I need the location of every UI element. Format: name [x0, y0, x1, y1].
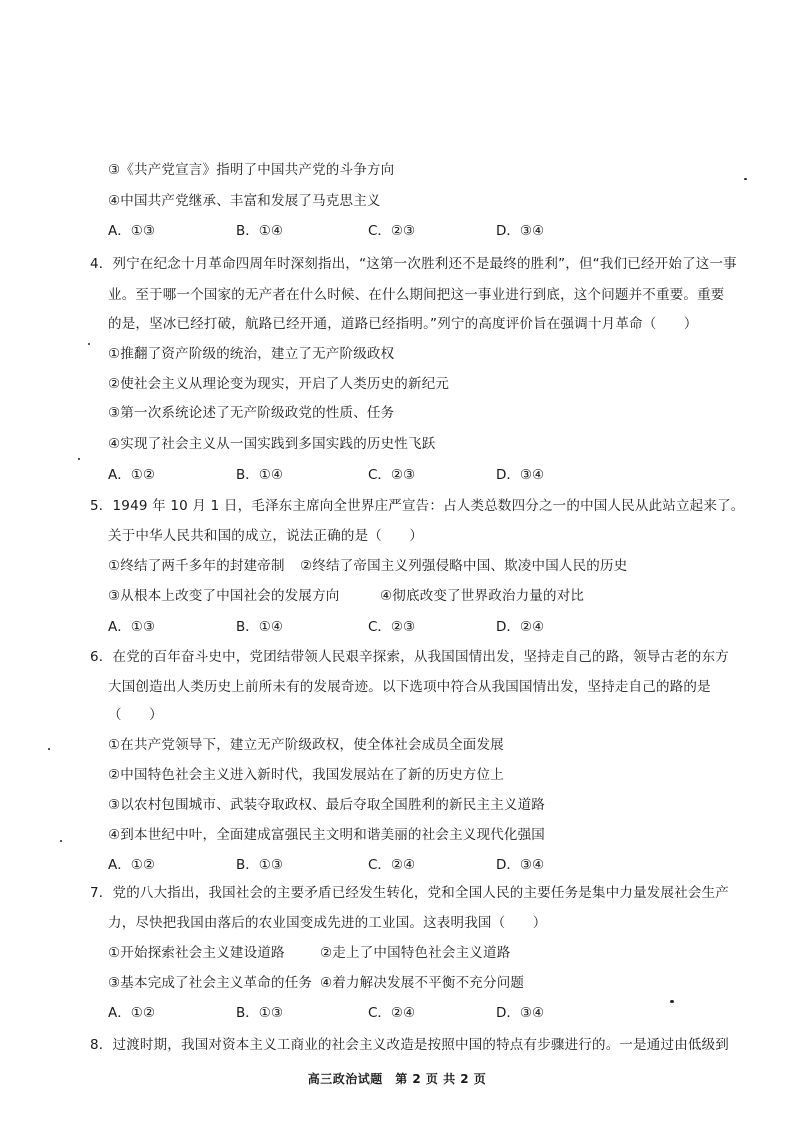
q6-item-1: ①在共产党领导下，建立无产阶级政权，使全体社会成员全面发展	[108, 737, 504, 753]
scan-speck	[48, 748, 50, 750]
q6-option-c: C．②④	[368, 857, 416, 873]
q5-stem-line-2: 关于中华人民共和国的成立，说法正确的是（ ）	[108, 528, 424, 544]
q7-item-1: ①开始探索社会主义建设道路	[108, 945, 285, 961]
q7-stem-line-1: 7．党的八大指出，我国社会的主要矛盾已经发生转化，党和全国人民的主要任务是集中力量发展社会生产	[90, 885, 729, 901]
q6-option-b: B．①③	[236, 857, 283, 873]
q7-item-3: ③基本完成了社会主义革命的任务	[108, 975, 313, 991]
q6-stem-line-3: （ ）	[108, 707, 163, 723]
scan-speck	[78, 458, 80, 460]
q4-option-c: C．②③	[368, 467, 416, 483]
q8-stem-line-1: 8．过渡时期，我国对资本主义工商业的社会主义改造是按照中国的特点有步骤进行的。一是通过由低级到	[90, 1037, 729, 1053]
q4-item-1: ①推翻了资产阶级的统治，建立了无产阶级政权	[108, 346, 395, 362]
q5-option-a: A．①③	[108, 619, 155, 635]
q5-option-c: C．②③	[368, 619, 416, 635]
q6-option-d: D．③④	[496, 857, 545, 873]
q3-option-d: D．③④	[496, 223, 545, 239]
q6-item-2: ②中国特色社会主义进入新时代，我国发展站在了新的历史方位上	[108, 767, 504, 783]
q5-option-d: D．②④	[496, 619, 545, 635]
q5-item-4: ④彻底改变了世界政治力量的对比	[380, 588, 585, 604]
q4-stem-line-3: 的是，坚冰已经打破，航路已经开通，道路已经指明。”列宁的高度评价旨在强调十月革命（ ）	[108, 316, 698, 332]
q7-stem-line-2: 力，尽快把我国由落后的农业国变成先进的工业国。这表明我国（ ）	[108, 915, 547, 931]
q7-item-2: ②走上了中国特色社会主义道路	[320, 945, 511, 961]
q3-item-3: ③《共产党宣言》指明了中国共产党的斗争方向	[108, 162, 395, 178]
q3-item-4: ④中国共产党继承、丰富和发展了马克思主义	[108, 193, 381, 209]
scan-speck	[744, 178, 747, 180]
q6-item-3: ③以农村包围城市、武装夺取政权、最后夺取全国胜利的新民主主义道路	[108, 797, 546, 813]
q5-stem-line-1: 5．1949 年 10 月 1 日，毛泽东主席向全世界庄严宣告：占人类总数四分之一的中国人民从此站立起来了。	[90, 498, 745, 514]
q7-option-d: D．③④	[496, 1005, 545, 1021]
q4-option-a: A．①②	[108, 467, 155, 483]
q6-option-a: A．①②	[108, 857, 155, 873]
scan-speck	[88, 343, 90, 345]
q4-option-d: D．③④	[496, 467, 545, 483]
q7-option-c: C．②④	[368, 1005, 416, 1021]
q6-stem-line-2: 大国创造出人类历史上前所未有的发展奇迹。以下选项中符合从我国国情出发，坚持走自己的路的是	[108, 679, 711, 695]
page-footer: 高三政治试题 第 2 页 共 2 页	[307, 1072, 487, 1086]
scan-speck	[670, 1000, 674, 1003]
q4-stem-line-1: 4．列宁在纪念十月革命四周年时深刻指出，“这第一次胜利还不是最终的胜利”，但“我们已经开始了这一事	[90, 256, 737, 272]
q7-option-a: A．①②	[108, 1005, 155, 1021]
q3-option-b: B．①④	[236, 223, 283, 239]
q4-item-2: ②使社会主义从理论变为现实，开启了人类历史的新纪元	[108, 376, 450, 392]
q4-option-b: B．①④	[236, 467, 283, 483]
q6-stem-line-1: 6．在党的百年奋斗史中，党团结带领人民艰辛探索，从我国国情出发，坚持走自己的路，领导古老的东方	[90, 649, 729, 665]
q6-item-4: ④到本世纪中叶，全面建成富强民主文明和谐美丽的社会主义现代化强国	[108, 827, 546, 843]
q5-item-3: ③从根本上改变了中国社会的发展方向	[108, 588, 340, 604]
q5-item-2: ②终结了帝国主义列强侵略中国、欺凌中国人民的历史	[300, 558, 628, 574]
q4-stem-line-2: 业。至于哪一个国家的无产者在什么时候、在什么期间把这一事业进行到底，这个问题并不重要。重要	[108, 287, 725, 303]
q7-option-b: B．①③	[236, 1005, 283, 1021]
q5-option-b: B．①④	[236, 619, 283, 635]
q4-item-4: ④实现了社会主义从一国实践到多国实践的历史性飞跃	[108, 436, 436, 452]
q3-option-c: C．②③	[368, 223, 416, 239]
q3-option-a: A．①③	[108, 223, 155, 239]
q4-item-3: ③第一次系统论述了无产阶级政党的性质、任务	[108, 405, 395, 421]
scan-speck	[60, 840, 62, 842]
q7-item-4: ④着力解决发展不平衡不充分问题	[320, 975, 525, 991]
q5-item-1: ①终结了两千多年的封建帝制	[108, 558, 285, 574]
